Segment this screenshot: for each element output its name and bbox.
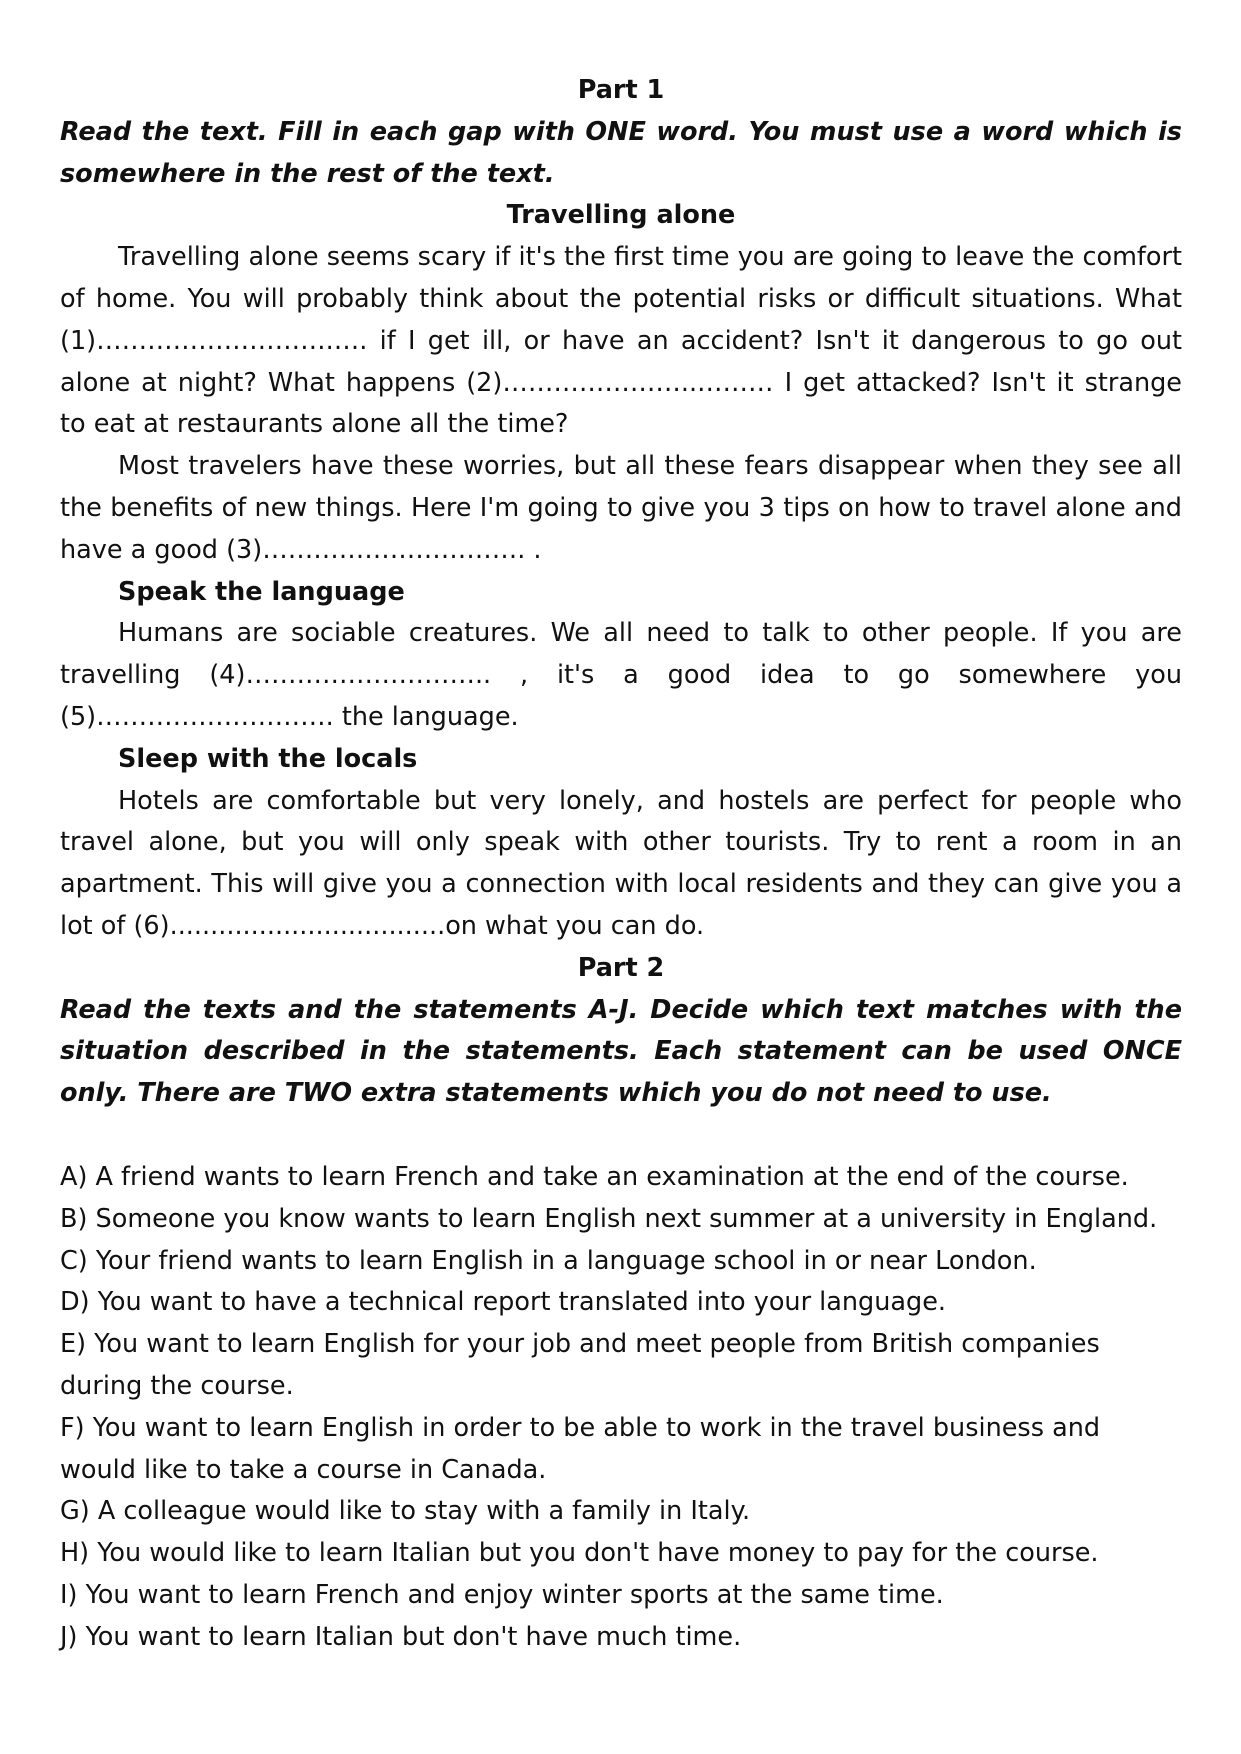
part2-instruction: Read the texts and the statements A-J. Decide which text matches with the situation described in the statements. Each statement can be used ONCE only. There are TWO extra statements which you do not need to use. (60, 994, 1182, 1109)
statement-j: J) You want to learn Italian but don't have much time. (60, 1621, 742, 1652)
spacer (60, 1115, 1182, 1157)
statements-list (60, 1157, 1182, 1659)
paragraph-1: Travelling alone seems scary if it's the first time you are going to leave the comfort of home. You will probably think about the potential risks or difficult situations. What (1)……………………….…. if I get ill, or have an accident? Isn't it dangerous to go out alone at night? What happens (2)…………………..……… I get attacked? Isn't it strange to eat at restaurants alone all the time? (60, 242, 1182, 440)
statement-d: D) You want to have a technical report translated into your language. (60, 1287, 947, 1318)
subheading-speak-the-language: Speak the language (118, 576, 405, 607)
paragraph-4: Hotels are comfortable but very lonely, and hostels are perfect for people who travel alone, but you will only speak with other tourists. Try to rent a room in an apartment. This will give you a connection with local residents and they can give you a lot of (6)..................................on what you can do. (60, 785, 1182, 941)
worksheet-page (60, 70, 1182, 1658)
statement-a: A) A friend wants to learn French and take an examination at the end of the course. (60, 1161, 1129, 1192)
reading-title: Travelling alone (506, 200, 736, 231)
statement-c: C) Your friend wants to learn English in a language school in or near London. (60, 1245, 1037, 1276)
statement-b: B) Someone you know wants to learn English next summer at a university in England. (60, 1203, 1158, 1234)
paragraph-2: Most travelers have these worries, but all these fears disappear when they see all the benefits of new things. Here I'm going to give you 3 tips on how to travel alone and have a good (3)…………………………. . (60, 451, 1182, 565)
statement-g: G) A colleague would like to stay with a family in Italy. (60, 1496, 751, 1527)
statement-e: E) You want to learn English for your job and meet people from British companies during the course. (60, 1329, 1100, 1401)
statement-f: F) You want to learn English in order to be able to work in the travel business and would like to take a course in Canada. (60, 1412, 1101, 1485)
paragraph-3: Humans are sociable creatures. We all need to talk to other people. If you are travelling (4)……………………….. , it's a good idea to go somewhere you (5)………………………. the language. (60, 618, 1182, 732)
part1-heading: Part 1 (577, 75, 665, 105)
statement-i: I) You want to learn French and enjoy winter sports at the same time. (60, 1579, 944, 1610)
subheading-sleep-with-the-locals: Sleep with the locals (118, 743, 418, 774)
part2-heading: Part 2 (577, 952, 665, 983)
statement-h: H) You would like to learn Italian but you don't have money to pay for the course. (60, 1538, 1099, 1569)
part1-instruction: Read the text. Fill in each gap with ONE word. You must use a word which is somewhere in the rest of the text. (60, 116, 1182, 189)
